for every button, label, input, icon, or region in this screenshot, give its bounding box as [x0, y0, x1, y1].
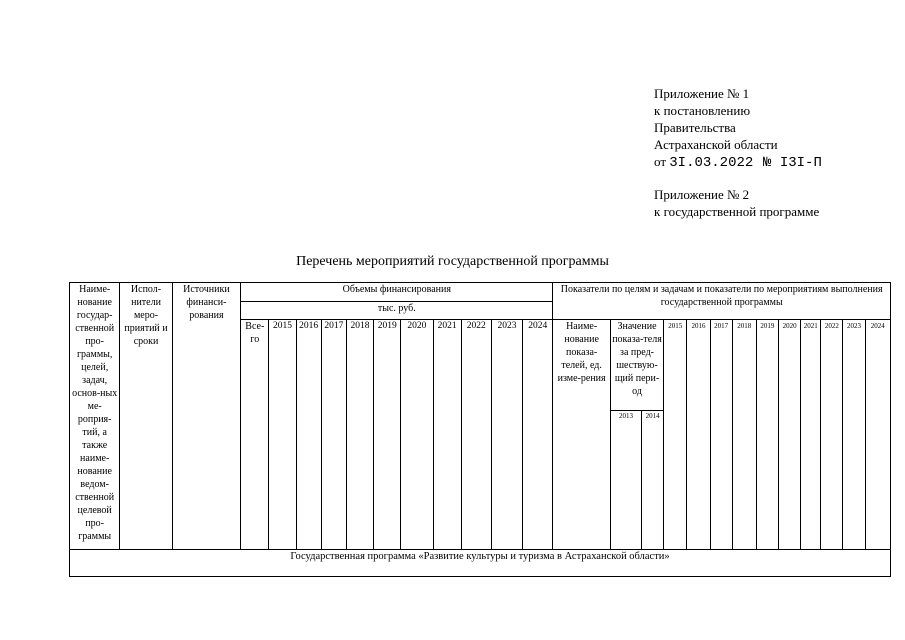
indicators-header: Показатели по целям и задачам и показатели по мероприятиям выполнения государственной программы [553, 283, 891, 320]
measures-table [69, 282, 891, 577]
indicator-year-2022: 2022 [821, 320, 843, 550]
indicator-year-2020: 2020 [779, 320, 801, 550]
funding-year-2024: 2024 [523, 320, 553, 550]
indicator-year-2017: 2017 [710, 320, 732, 550]
indicator-year-2019: 2019 [756, 320, 778, 550]
funding-year-2022: 2022 [461, 320, 491, 550]
appendix-2-block [654, 186, 819, 220]
appendix-2-line-1: Приложение № 2 [654, 187, 750, 202]
indicator-year-2021: 2021 [801, 320, 821, 550]
funding-year-2020: 2020 [401, 320, 433, 550]
indicator-year-2023: 2023 [843, 320, 865, 550]
funding-year-2017: 2017 [321, 320, 346, 550]
funding-total-header: Все-го [241, 320, 269, 550]
appendix-1-line-3: Правительства [654, 120, 736, 135]
indicator-year-2024: 2024 [865, 320, 890, 550]
program-row: Государственная программа «Развитие культуры и туризма в Астраханской области» [70, 550, 891, 577]
funding-year-2016: 2016 [296, 320, 321, 550]
appendix-1-date-line [654, 153, 822, 172]
col-header-executors: Испол-нители меро-приятий и сроки [120, 283, 172, 550]
indicator-year-2016: 2016 [687, 320, 710, 550]
indicator-year-2018: 2018 [732, 320, 756, 550]
funding-unit: тыс. руб. [241, 302, 553, 320]
prev-year-2013: 2013 [610, 411, 641, 550]
resolution-number: № I3I-П [763, 155, 822, 171]
funding-year-2018: 2018 [346, 320, 373, 550]
indicator-year-2015: 2015 [664, 320, 687, 550]
indicator-name-header: Наиме-нование показа-телей, ед. изме-рения [553, 320, 610, 550]
col-header-sources: Источники финанси-рования [172, 283, 240, 550]
appendix-1-line-4: Астраханской области [654, 137, 778, 152]
document-title: Перечень мероприятий государственной программы [296, 254, 609, 269]
appendix-1-block [654, 85, 822, 172]
funding-header: Объемы финансирования [241, 283, 553, 302]
resolution-date: 3I.03.2022 [669, 155, 754, 171]
prev-year-2014: 2014 [642, 411, 664, 550]
funding-year-2019: 2019 [374, 320, 401, 550]
appendix-2-line-2: к государственной программе [654, 204, 820, 219]
funding-year-2015: 2015 [269, 320, 296, 550]
funding-year-2021: 2021 [433, 320, 461, 550]
appendix-1-line-2: к постановлению [654, 103, 751, 118]
appendix-1-line-1: Приложение № 1 [654, 86, 750, 101]
funding-year-2023: 2023 [491, 320, 522, 550]
col-header-name: Наиме-нование государ-ственной про-граммы, целей, задач, основ-ных ме-роприя-тий, а также наиме-нование ведом-ственной целевой про-граммы [70, 283, 120, 550]
indicator-prev-header: Значение показа-теля за пред-шествую-щий пери-од [610, 320, 663, 411]
date-prefix: от [654, 154, 667, 169]
